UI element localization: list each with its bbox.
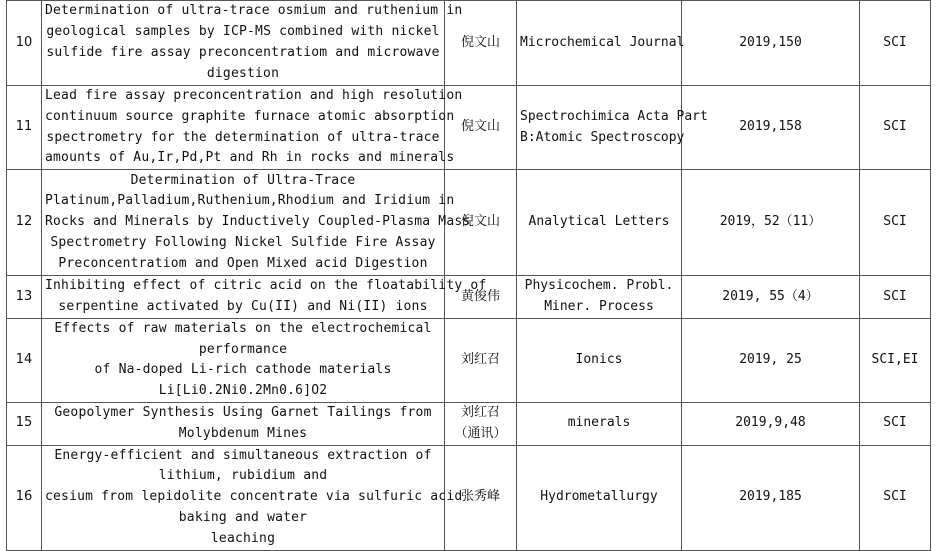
year-volume: 2019,9,48 [682, 402, 860, 445]
year-volume: 2019,150 [682, 1, 860, 86]
paper-title [42, 1, 463, 86]
year-volume: 2019, 25 [682, 318, 860, 402]
paper-title-line: Geopolymer Synthesis Using Garnet Tailings from [54, 404, 432, 420]
index-type: SCI [860, 86, 931, 170]
journal [517, 276, 682, 319]
table-row [7, 1, 931, 86]
journal-line: Spectrochimica Acta Part [520, 108, 708, 124]
paper-title-line: Energy-efficient and simultaneous extraction of [54, 447, 432, 463]
paper-title [42, 445, 463, 550]
paper-title-line: of Na-doped Li-rich cathode materials [94, 362, 392, 378]
journal-line: B:Atomic Spectroscopy [520, 129, 685, 145]
year-volume: 2019，52（11） [682, 170, 860, 276]
paper-title-line: Determination of Ultra-Trace [130, 172, 356, 188]
paper-title-line: Effects of raw materials on the electrochemical [54, 320, 432, 336]
table-row [7, 276, 931, 319]
paper-title-line: sulfide fire assay preconcentratiom and microwave [46, 45, 440, 60]
year-volume: 2019, 55（4） [682, 276, 860, 319]
table-row [7, 402, 931, 445]
journal-line: Hydrometallurgy [540, 489, 658, 505]
paper-title [42, 402, 445, 445]
journal-line: Analytical Letters [528, 214, 670, 230]
index-type: SCI [860, 402, 931, 445]
journal [517, 402, 682, 445]
table-row [7, 170, 931, 276]
paper-title-line: lithium, rubidium and [158, 468, 328, 484]
paper-title-line: baking and water [178, 509, 308, 525]
row-number: 13 [7, 276, 42, 319]
paper-title-line: Molybdenum Mines [178, 425, 308, 441]
author: 倪文山 [445, 170, 517, 276]
row-number: 14 [7, 318, 42, 402]
paper-title-line: spectrometry for the determination of ultra-trace [46, 129, 440, 145]
author: 倪文山 [445, 1, 517, 86]
table-row [7, 445, 931, 550]
paper-title-line: cesium from lepidolite concentrate via sulfuric acid [45, 489, 463, 505]
author: 黄俊伟 [445, 276, 517, 319]
journal-line: Miner. Process [544, 298, 654, 314]
paper-title-line: Spectrometry Following Nickel Sulfide Fire Assay [50, 235, 436, 251]
author: 刘红召 [445, 318, 517, 402]
row-number: 11 [7, 86, 42, 170]
paper-title-line: Preconcentratiom and Open Mixed acid Digestion [58, 255, 428, 271]
author: 张秀峰 [445, 445, 517, 550]
journal [517, 170, 682, 276]
paper-title-line: leaching [210, 530, 276, 546]
journal-line: Microchemical Journal [520, 34, 685, 50]
publication-table [6, 0, 931, 551]
journal-line: minerals [567, 415, 631, 431]
paper-title-line: digestion [206, 65, 280, 81]
journal [517, 445, 682, 550]
index-type: SCI [860, 170, 931, 276]
row-number: 15 [7, 402, 42, 445]
paper-title [42, 170, 471, 276]
paper-title [42, 318, 445, 402]
row-number: 16 [7, 445, 42, 550]
row-number: 12 [7, 170, 42, 276]
paper-title-line: Inhibiting effect of citric acid on the floatability of [45, 278, 487, 294]
index-type: SCI [860, 445, 931, 550]
journal [517, 86, 708, 170]
paper-title-line: geological samples by ICP-MS combined with nickel [46, 24, 440, 40]
author: 倪文山 [445, 86, 517, 170]
table-row [7, 86, 931, 170]
journal [517, 318, 682, 402]
paper-title [42, 86, 463, 170]
paper-title-line: serpentine activated by Cu(II) and Ni(II) ions [58, 298, 428, 314]
index-type: SCI [860, 276, 931, 319]
paper-title-line: Rocks and Minerals by Inductively Coupled-Plasma Mass [45, 214, 471, 230]
index-type: SCI,EI [860, 318, 931, 402]
author: 刘红召（通讯） [445, 402, 517, 445]
paper-title-line: amounts of Au,Ir,Pd,Pt and Rh in rocks and minerals [45, 150, 455, 166]
paper-title-line: Determination of ultra-trace osmium and ruthenium in [45, 3, 463, 19]
paper-title-line: Platinum,Palladium,Ruthenium,Rhodium and Iridium in [45, 193, 455, 209]
row-number: 10 [7, 1, 42, 86]
index-type: SCI [860, 1, 931, 86]
journal [517, 1, 685, 86]
paper-title-line: performance [198, 341, 288, 357]
journal-line: Physicochem. Probl. [524, 278, 674, 294]
journal-line: Ionics [575, 351, 623, 367]
paper-title-line: continuum source graphite furnace atomic absorption [45, 108, 455, 124]
paper-title-line: Lead fire assay preconcentration and high resolution [45, 88, 463, 103]
year-volume: 2019,185 [682, 445, 860, 550]
year-volume: 2019,158 [682, 86, 860, 170]
table-row [7, 318, 931, 402]
paper-title-line: Li[Li0.2Ni0.2Mn0.6]O2 [158, 383, 328, 399]
